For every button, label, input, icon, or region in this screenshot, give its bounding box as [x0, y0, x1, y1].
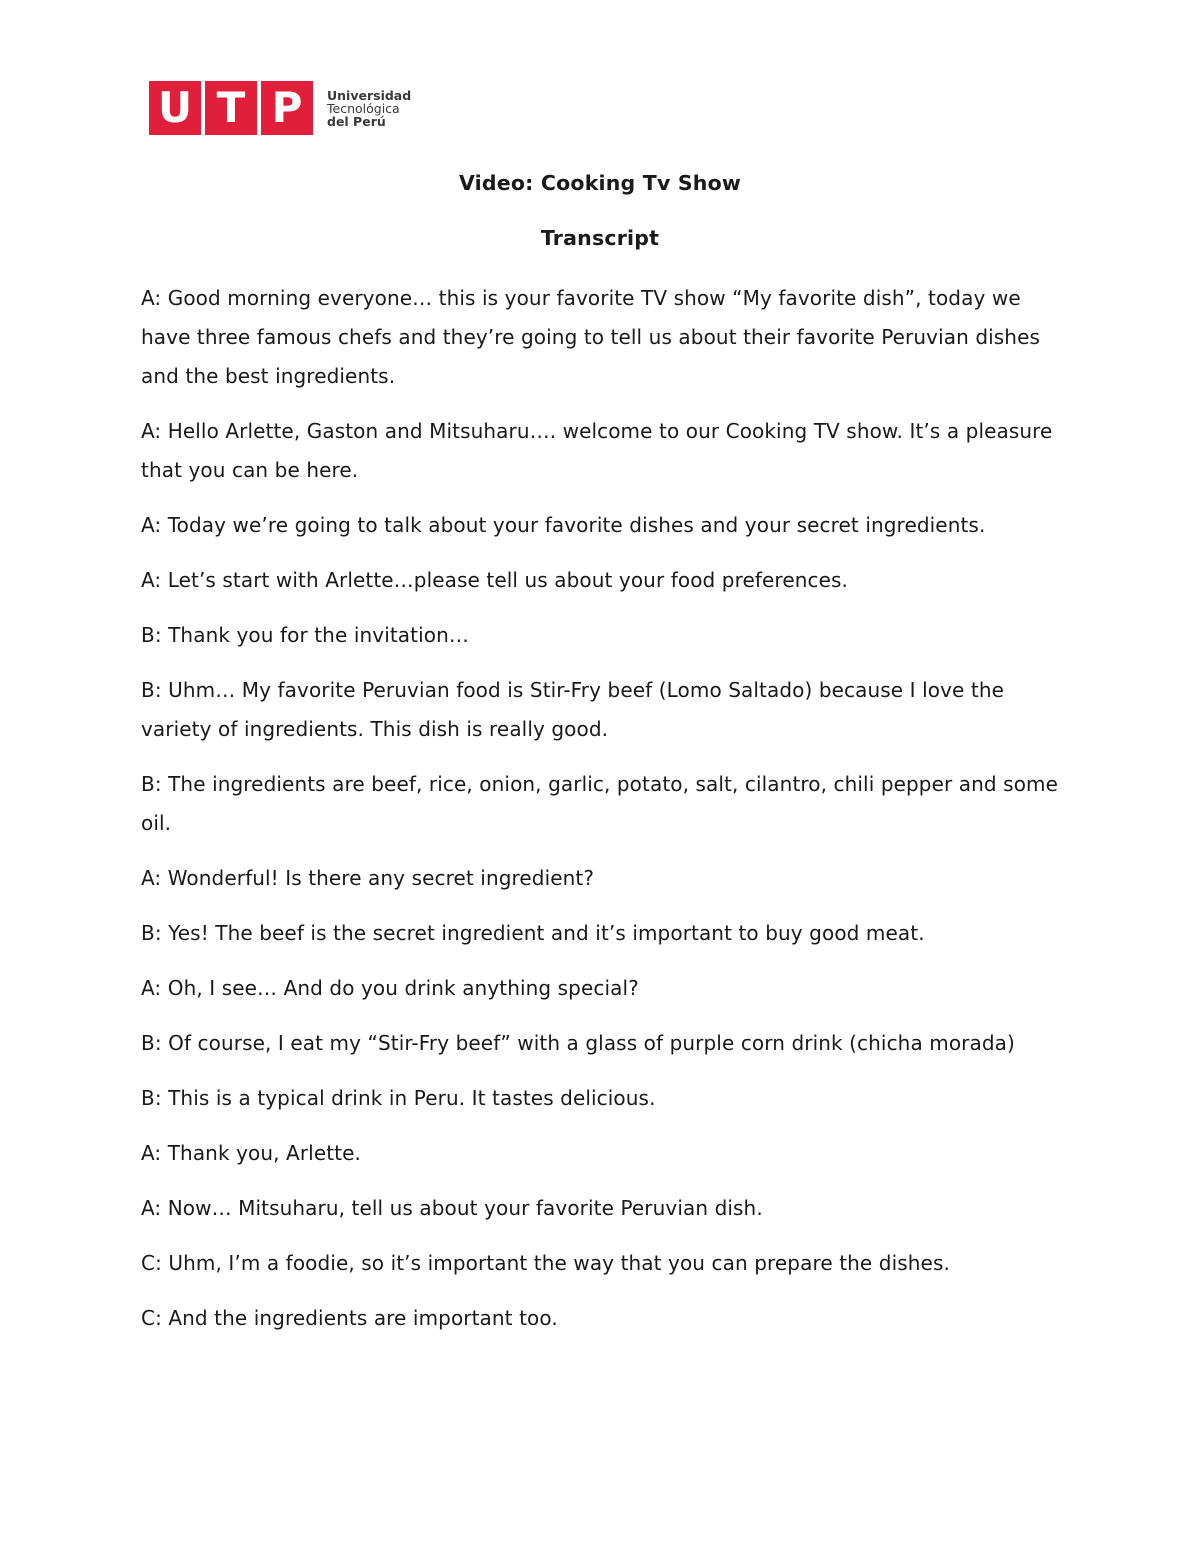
transcript-paragraph: A: Today we’re going to talk about your favorite dishes and your secret ingredients.	[141, 513, 986, 537]
utp-logo	[149, 81, 411, 135]
document-title: Video: Cooking Tv Show	[458, 171, 742, 195]
transcript-paragraph: B: Yes! The beef is the secret ingredient and it’s important to buy good meat.	[141, 921, 925, 945]
transcript-paragraph: A: Now… Mitsuharu, tell us about your favorite Peruvian dish.	[141, 1196, 763, 1220]
document-subtitle: Transcript	[540, 226, 660, 250]
logo-wordmark	[327, 89, 411, 128]
logo-letter-t: T	[205, 81, 257, 135]
transcript-body	[141, 279, 1071, 1354]
transcript-paragraph: B: Uhm… My favorite Peruvian food is Stir-Fry beef (Lomo Saltado) because I love the variety of ingredients. This dish is really good.	[141, 678, 1005, 741]
transcript-paragraph: A: Thank you, Arlette.	[141, 1141, 361, 1165]
transcript-paragraph: C: And the ingredients are important too.	[141, 1306, 558, 1330]
transcript-paragraph: C: Uhm, I’m a foodie, so it’s important the way that you can prepare the dishes.	[141, 1251, 950, 1275]
logo-line-1: Universidad	[327, 87, 412, 103]
logo-line-3: del Perú	[327, 113, 386, 129]
logo-letter-p: P	[261, 81, 313, 135]
transcript-paragraph: B: Of course, I eat my “Stir-Fry beef” with a glass of purple corn drink (chicha morada)	[141, 1031, 1015, 1055]
transcript-paragraph: B: The ingredients are beef, rice, onion, garlic, potato, salt, cilantro, chili pepper and some oil.	[141, 772, 1059, 835]
transcript-paragraph: A: Let’s start with Arlette…please tell us about your food preferences.	[141, 568, 848, 592]
transcript-paragraph: A: Wonderful! Is there any secret ingredient?	[141, 866, 595, 890]
logo-line-2: Tecnológica	[327, 100, 400, 116]
transcript-paragraph: B: This is a typical drink in Peru. It tastes delicious.	[141, 1086, 656, 1110]
transcript-paragraph: A: Good morning everyone… this is your favorite TV show “My favorite dish”, today we have three famous chefs and they’re going to tell us about their favorite Peruvian dishes and the best ingredients.	[141, 286, 1041, 388]
transcript-paragraph: A: Oh, I see… And do you drink anything special?	[141, 976, 639, 1000]
logo-letter-u: U	[149, 81, 201, 135]
transcript-paragraph: A: Hello Arlette, Gaston and Mitsuharu…. welcome to our Cooking TV show. It’s a pleasure that you can be here.	[141, 419, 1053, 482]
transcript-paragraph: B: Thank you for the invitation…	[141, 623, 469, 647]
